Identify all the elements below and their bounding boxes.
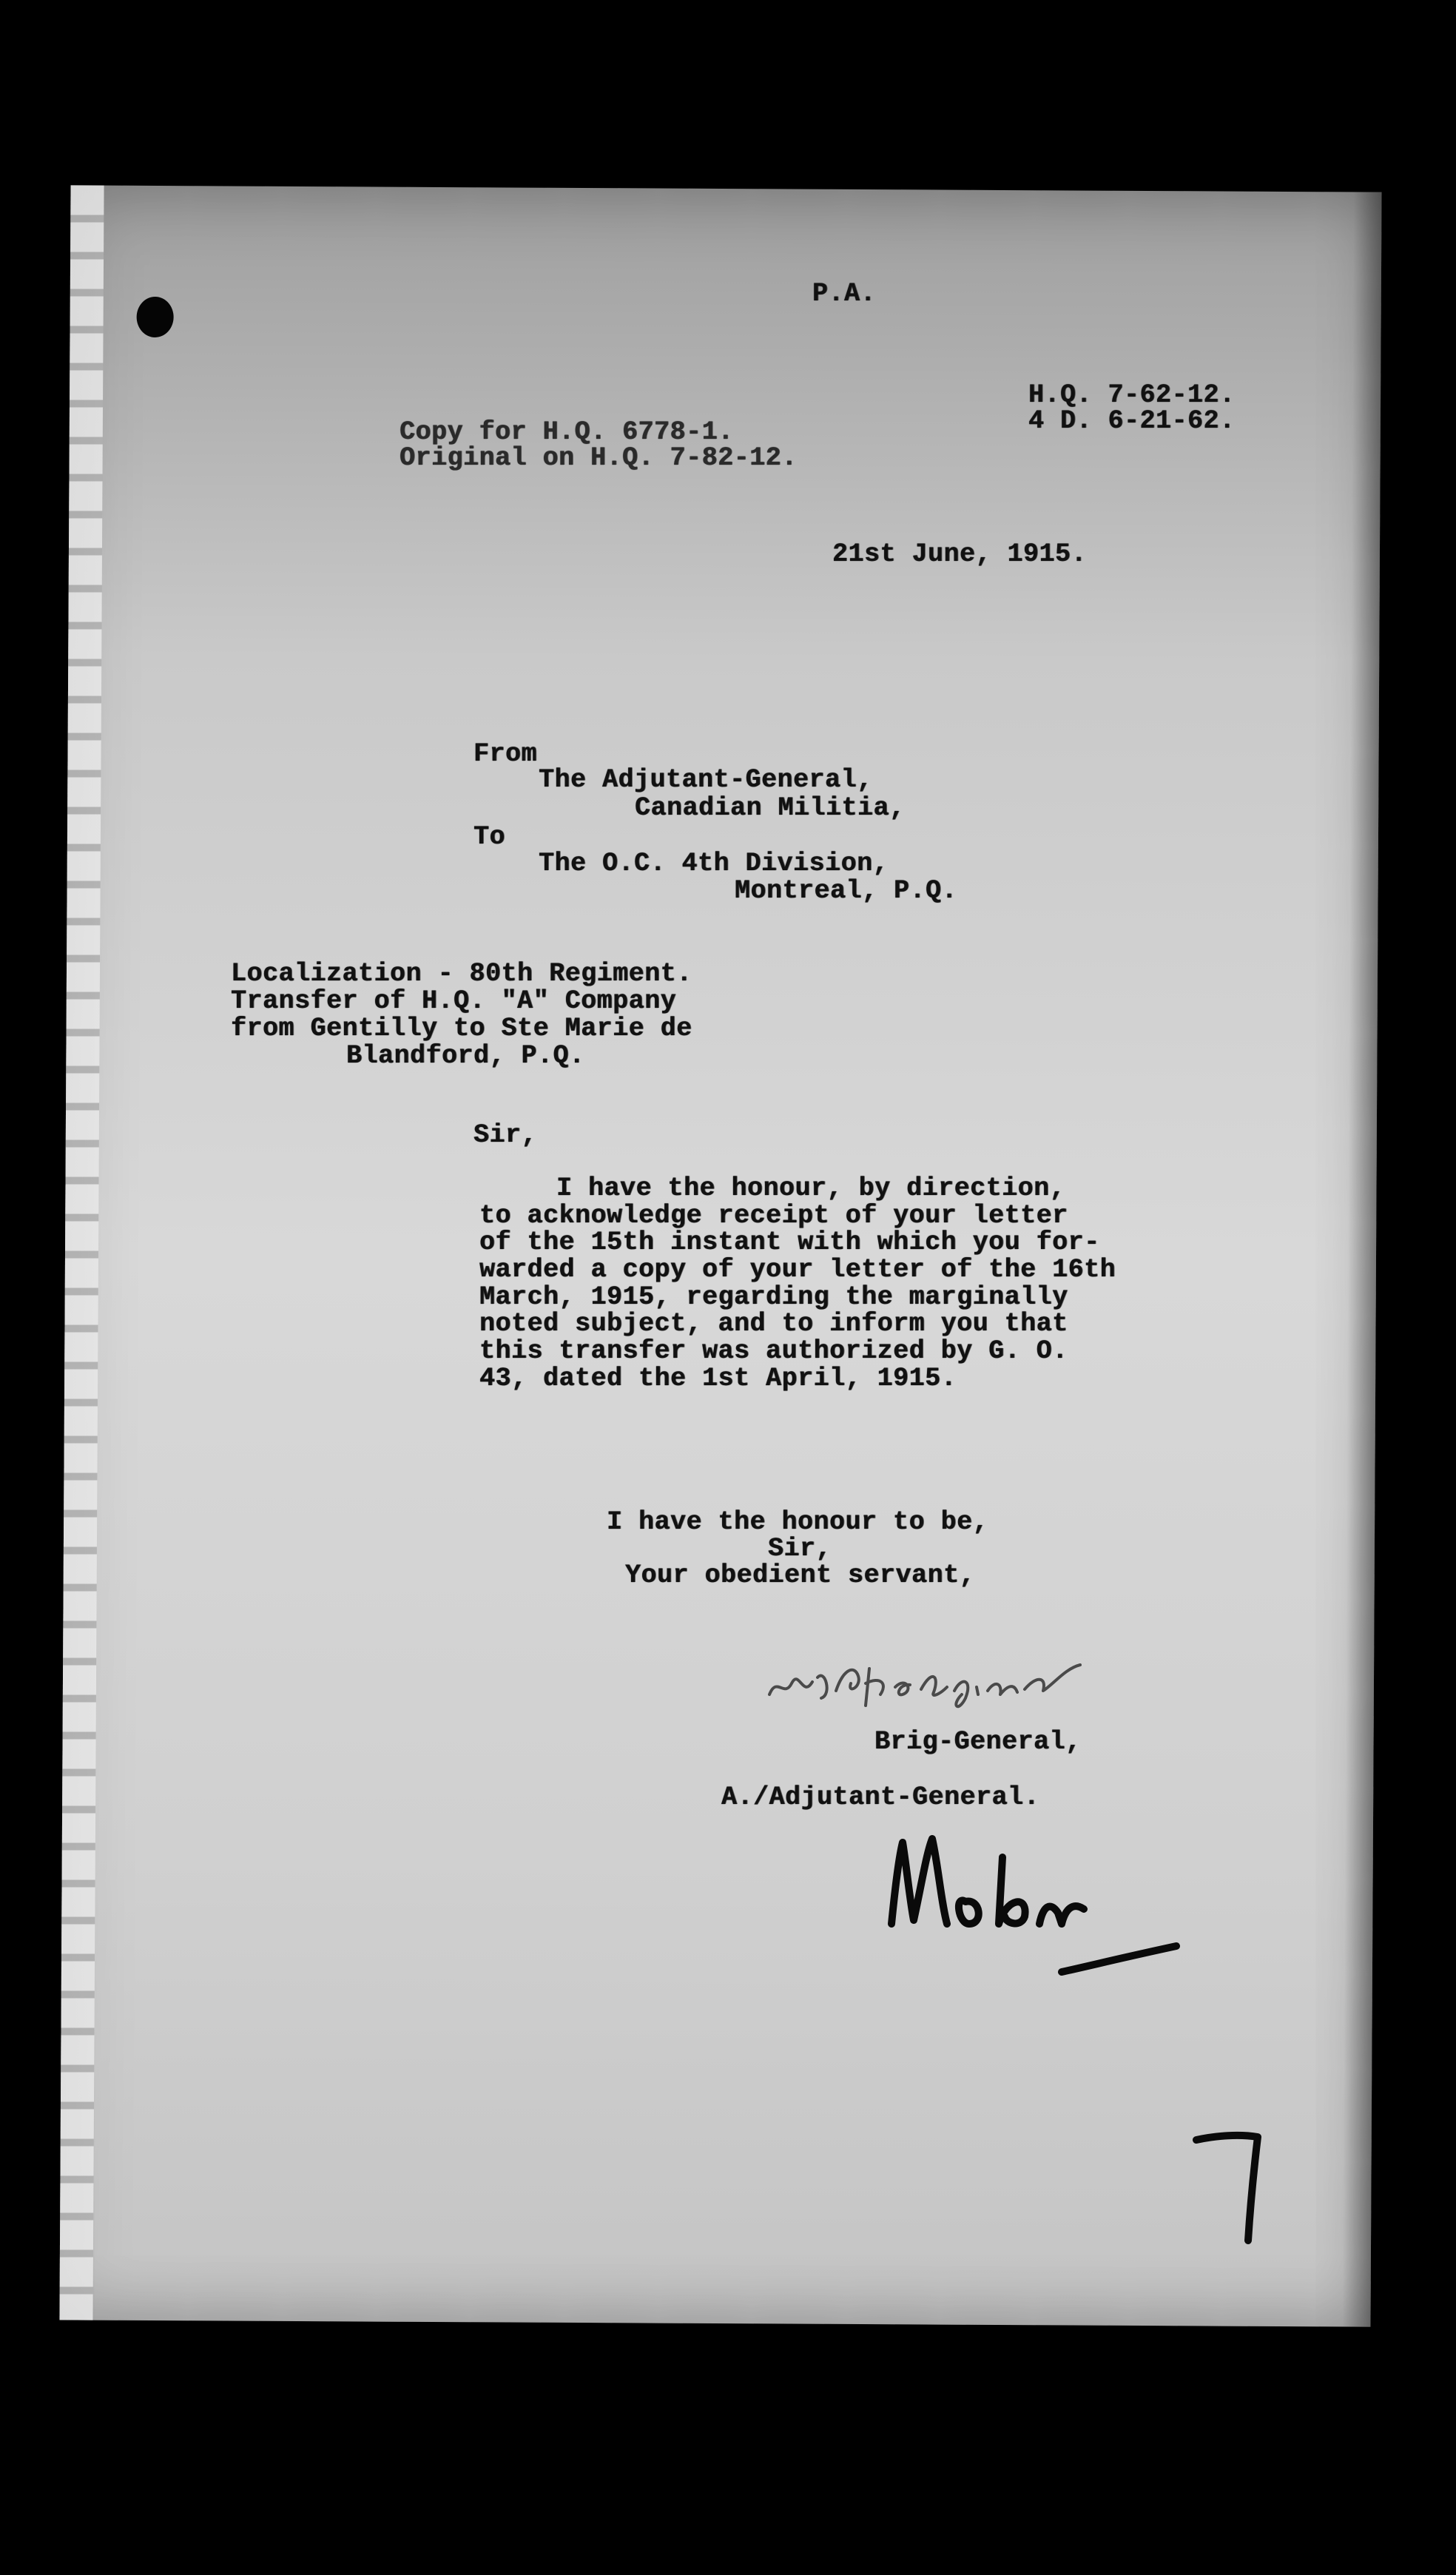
letter-date: 21st June, 1915.	[832, 539, 1088, 569]
signatory-rank: Brig-General,	[874, 1727, 1082, 1757]
from-line-2: Canadian Militia,	[635, 793, 906, 823]
subject-line-2: Transfer of H.Q. "A" Company	[231, 986, 677, 1016]
body-line-4: warded a copy of your letter of the 16th	[479, 1255, 1116, 1285]
subject-line-3: from Gentilly to Ste Marie de	[231, 1014, 692, 1043]
file-ref-district: 4 D. 6-21-62.	[1028, 406, 1236, 436]
subject-line-1: Localization - 80th Regiment.	[231, 959, 692, 989]
body-line-3: of the 15th instant with which you for-	[479, 1228, 1100, 1257]
to-line-1: The O.C. 4th Division,	[539, 849, 889, 878]
body-line-8: 43, dated the 1st April, 1915.	[479, 1364, 957, 1393]
to-line-2: Montreal, P.Q.	[735, 876, 958, 906]
page-number-handwritten	[1187, 2124, 1269, 2249]
to-label: To	[473, 822, 506, 852]
body-line-7: this transfer was authorized by G. O.	[479, 1336, 1068, 1366]
signature-handwritten	[762, 1624, 1095, 1724]
subject-line-4: Blandford, P.Q.	[346, 1041, 585, 1071]
from-line-1: The Adjutant-General,	[539, 765, 873, 795]
body-line-1: I have the honour, by direction,	[556, 1174, 1066, 1203]
salutation: Sir,	[473, 1120, 538, 1150]
copy-note-line-2: Original on H.Q. 7-82-12.	[400, 443, 798, 473]
top-mark: P.A.	[812, 279, 877, 309]
file-ref-hq: H.Q. 7-62-12.	[1028, 380, 1236, 410]
closing-line-2: Sir,	[768, 1534, 832, 1563]
body-line-2: to acknowledge receipt of your letter	[479, 1201, 1068, 1231]
signatory-title: A./Adjutant-General.	[721, 1783, 1040, 1812]
closing-line-3: Your obedient servant,	[625, 1561, 976, 1590]
copy-note-line-1: Copy for H.Q. 6778-1.	[400, 417, 734, 447]
from-label: From	[473, 739, 538, 769]
body-line-6: noted subject, and to inform you that	[479, 1309, 1068, 1339]
body-line-5: March, 1915, regarding the marginally	[479, 1282, 1068, 1312]
handwritten-initials	[880, 1813, 1191, 1983]
closing-line-1: I have the honour to be,	[607, 1507, 989, 1537]
punch-hole	[136, 297, 173, 337]
